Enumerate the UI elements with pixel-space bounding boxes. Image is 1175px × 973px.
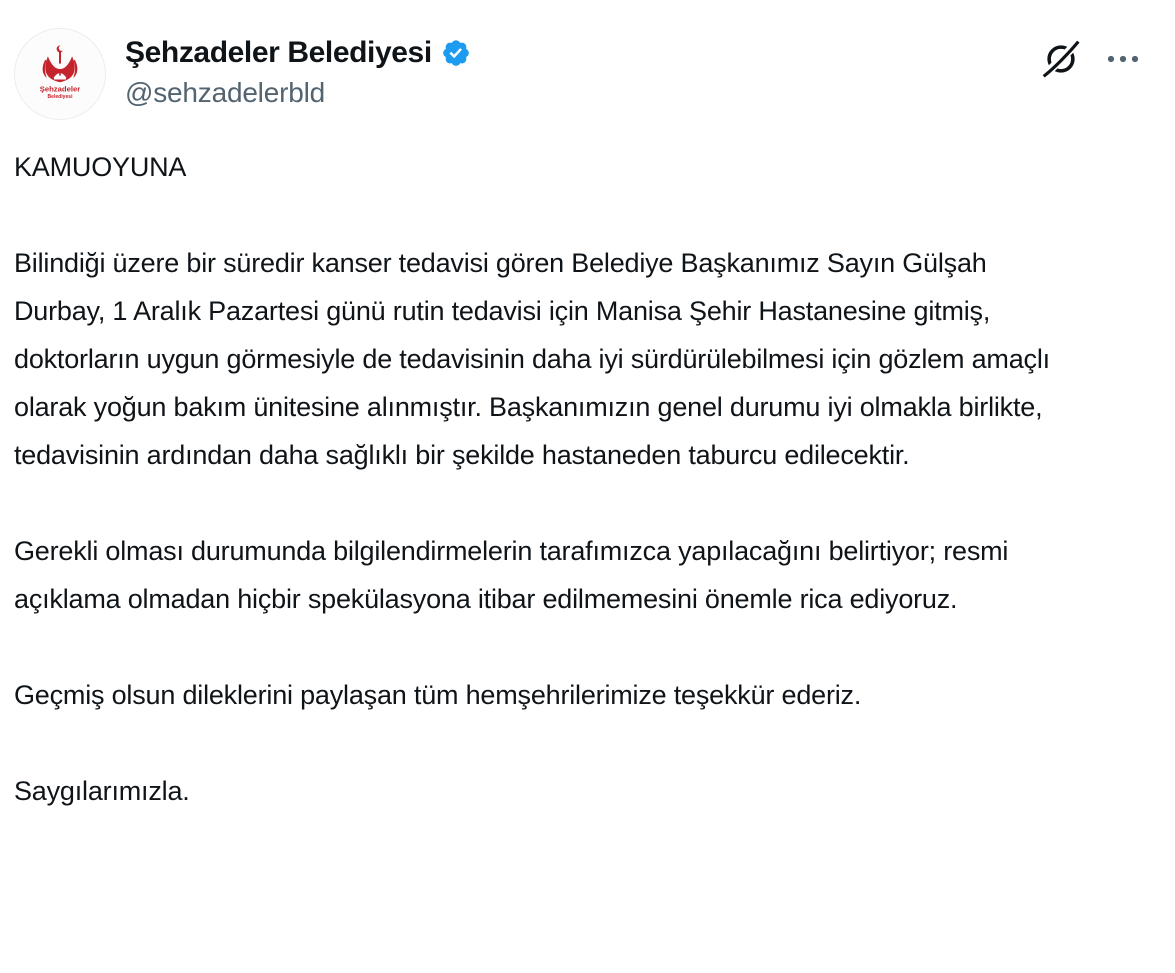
grok-icon (1040, 38, 1082, 80)
paragraph-kamuoyuna: KAMUOYUNA (14, 152, 187, 182)
header-actions (1040, 28, 1140, 80)
author-block (125, 28, 471, 109)
paragraph-regards: Saygılarımızla. (14, 776, 190, 806)
svg-text:Belediyesi: Belediyesi (47, 94, 73, 101)
grok-button[interactable] (1040, 38, 1082, 80)
paragraph-statement: Bilindiği üzere bir süredir kanser tedavisi gören Belediye Başkanımız Sayın Gülşah Durbay, 1 Aralık Pazartesi günü rutin tedavisi için Manisa Şehir Hastanesine gitmiş, doktorların uygun görmesiyle de tedavisinin daha iyi sürdürülebilmesi için gözlem amaçlı olarak yoğun bakım ünitesine alınmıştır. Başkanımızın genel durumu iyi olmakla birlikte, tedavisinin ardından daha sağlıklı bir şekilde hastaneden taburcu edilecektir. (14, 248, 1050, 470)
avatar[interactable] (14, 28, 106, 120)
paragraph-thanks: Geçmiş olsun dileklerini paylaşan tüm hemşehrilerimize teşekkür ederiz. (14, 680, 862, 710)
post-body (14, 143, 1059, 815)
verified-badge-icon[interactable] (441, 38, 471, 68)
user-handle[interactable]: @sehzadelerbld (125, 77, 325, 108)
more-button[interactable] (1106, 54, 1140, 64)
display-name[interactable]: Şehzadeler Belediyesi (125, 36, 432, 69)
name-row (125, 36, 471, 70)
paragraph-disclaimer: Gerekli olması durumunda bilgilendirmelerin tarafımızca yapılacağını belirtiyor; resmi açıklama olmadan hiçbir spekülasyona itibar edilmemesini önemle rica ediyoruz. (14, 536, 1009, 614)
svg-text:Şehzadeler: Şehzadeler (39, 84, 81, 94)
municipality-logo-icon (27, 41, 93, 107)
post-header (14, 28, 1140, 120)
more-ellipsis-icon (1106, 54, 1140, 64)
